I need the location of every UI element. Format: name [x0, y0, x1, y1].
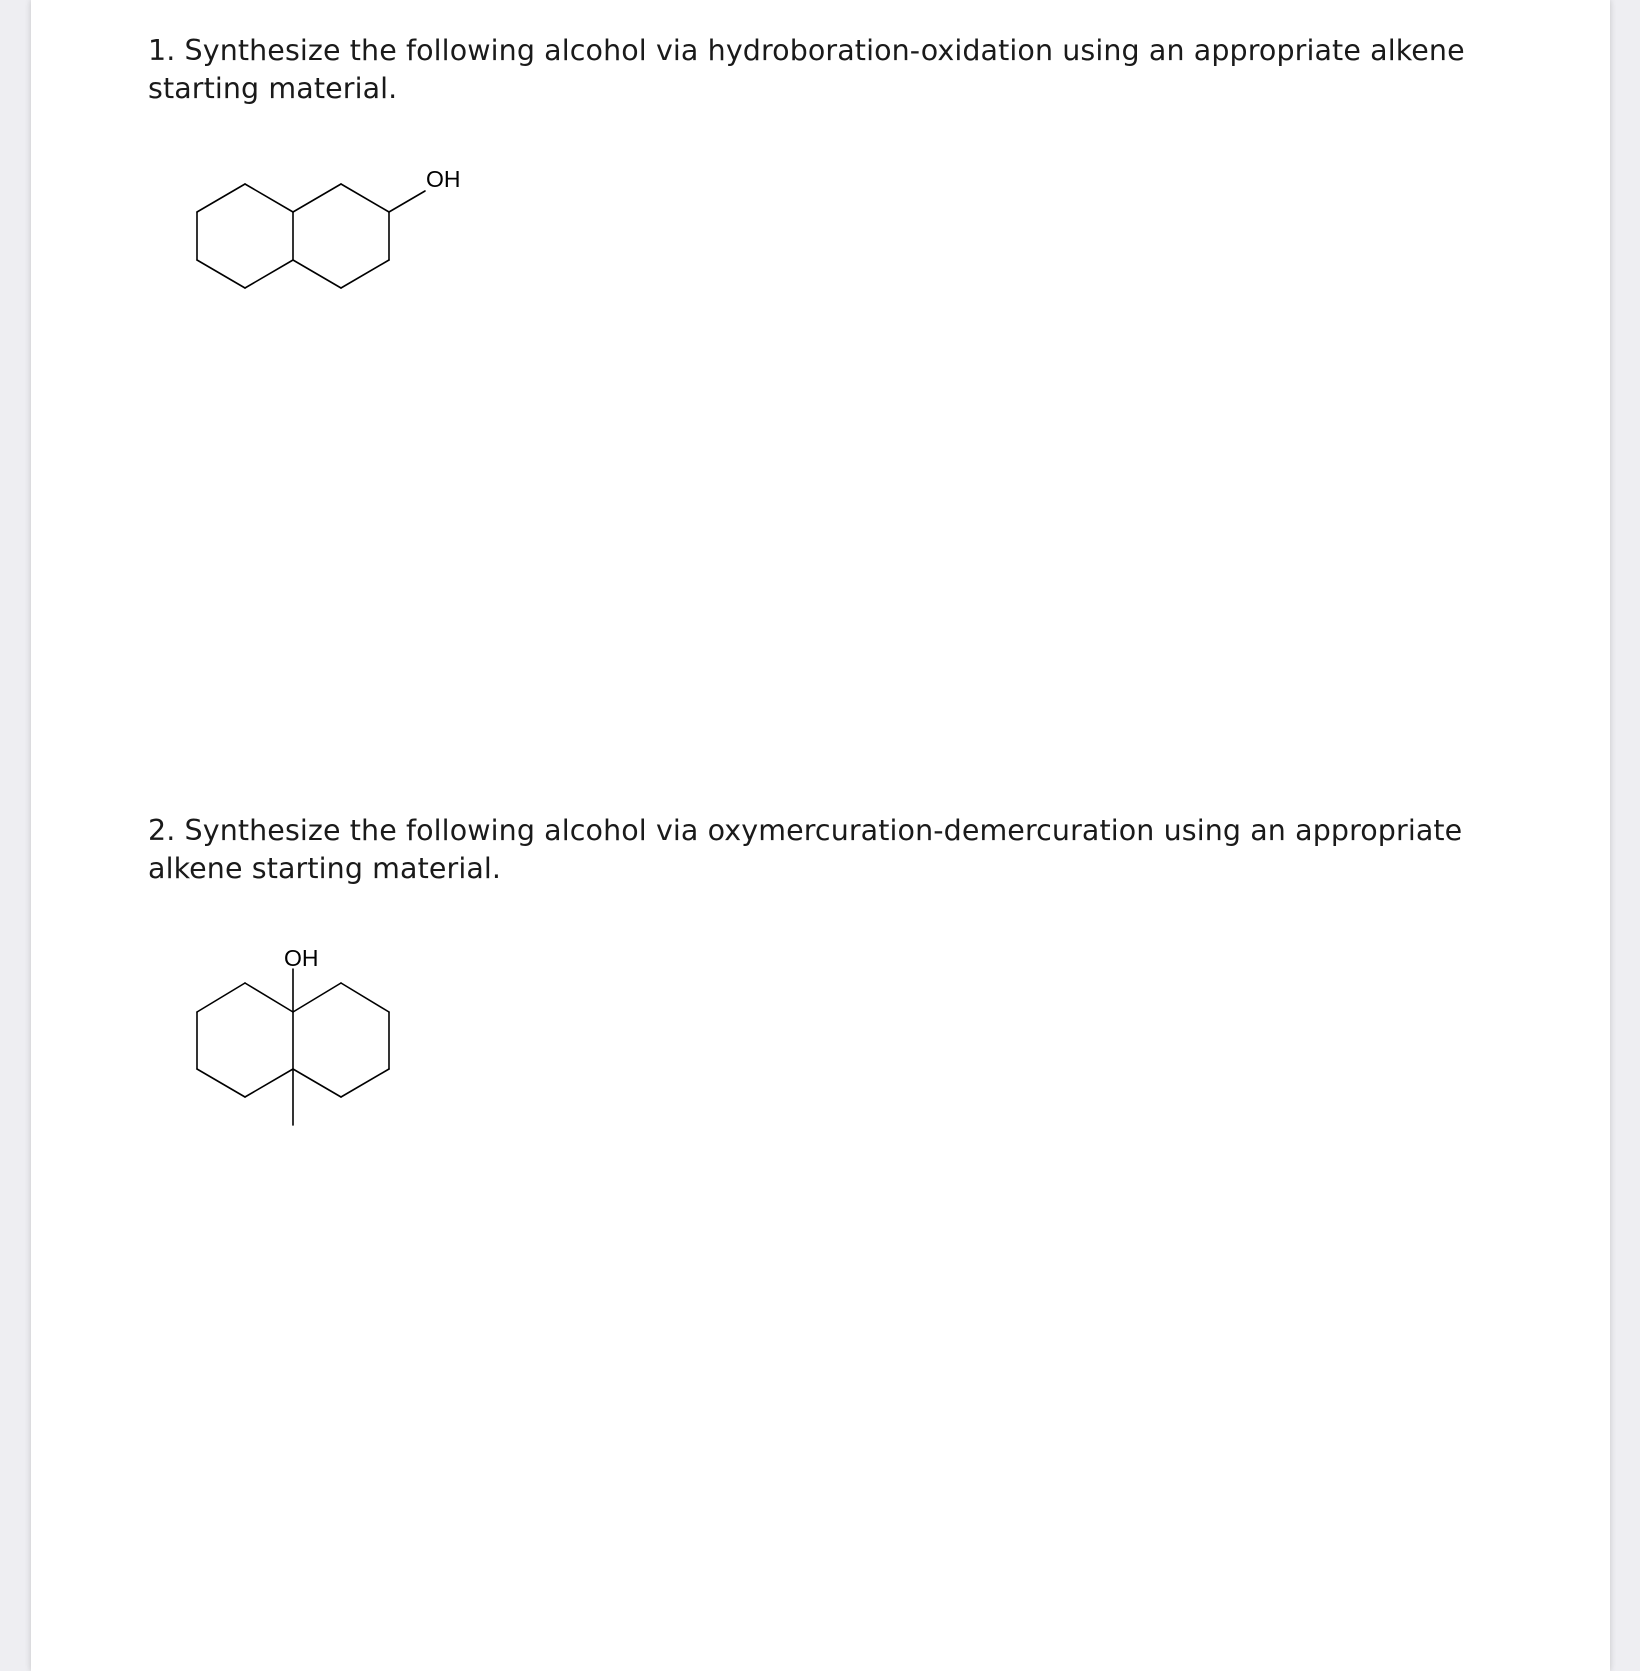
bond — [293, 260, 341, 288]
bond — [245, 184, 293, 212]
bond — [389, 191, 425, 212]
bond — [245, 260, 293, 288]
hydroxyl-label: OH — [426, 166, 461, 192]
bond — [245, 1069, 293, 1097]
bond — [293, 983, 341, 1012]
bond — [341, 184, 389, 212]
bond — [293, 1069, 341, 1097]
hydroxyl-label: OH — [284, 945, 319, 971]
question-2-molecule — [180, 935, 420, 1135]
question-2-text: 2. Synthesize the following alcohol via oxymercuration-demercuration using an appropriate alkene starting material. — [148, 814, 1463, 885]
bond — [197, 983, 245, 1012]
question-1-text: 1. Synthesize the following alcohol via hydroboration-oxidation using an appropriate alkene starting material. — [148, 34, 1465, 105]
bond — [197, 260, 245, 288]
bond — [197, 1069, 245, 1097]
bond — [341, 1069, 389, 1097]
question-1-molecule — [180, 160, 500, 300]
bond — [197, 184, 245, 212]
bond — [293, 184, 341, 212]
bond — [341, 983, 389, 1012]
bond — [245, 983, 293, 1012]
bond — [341, 260, 389, 288]
